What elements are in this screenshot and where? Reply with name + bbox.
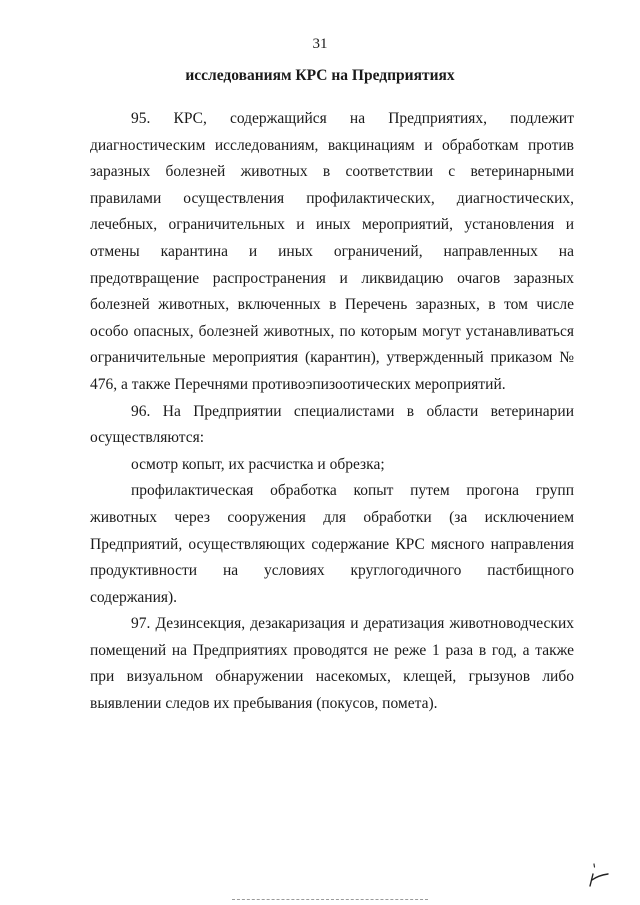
page-number: 31 [312, 36, 328, 52]
list-item-hoof-inspection: осмотр копыт, их расчистка и обрезка; [131, 455, 385, 473]
paragraph-97: 97. Дезинсекция, дезакаризация и дератизация животноводческих помещений на Предприятиях проводятся не реже 1 раза в год, а также при визуальном обнаружении насекомых, клещей, грызунов либо выявлении следов их пребывания (покусов, помета). [90, 615, 574, 713]
signature-mark-icon [584, 862, 610, 888]
bottom-scan-edge [232, 899, 428, 900]
paragraph-96: 96. На Предприятии специалистами в области ветеринарии осуществляются: [90, 402, 574, 447]
section-heading: исследованиям КРС на Предприятиях [185, 67, 455, 84]
document-body [90, 106, 574, 718]
list-item-hoof-treatment: профилактическая обработка копыт путем прогона групп животных через сооружения для обработки (за исключением Предприятий, осуществляющих содержание КРС мясного направления продуктивности на условиях круглогодичного пастбищного содержания). [90, 482, 574, 606]
paragraph-95: 95. КРС, содержащийся на Предприятиях, подлежит диагностическим исследованиям, вакцинациям и обработкам против заразных болезней животных в соответствии с ветеринарными правилами осуществления профилактических, диагностических, лечебных, ограничительных и иных мероприятий, установления и отмены карантина и иных ограничений, направленных на предотвращение распространения и ликвидацию очагов заразных болезней животных, включенных в Перечень заразных, в том числе особо опасных, болезней животных, по которым могут устанавливаться ограничительные мероприятия (карантин), утвержденный приказом № 476, а также Перечнями противоэпизоотических мероприятий. [90, 110, 574, 393]
